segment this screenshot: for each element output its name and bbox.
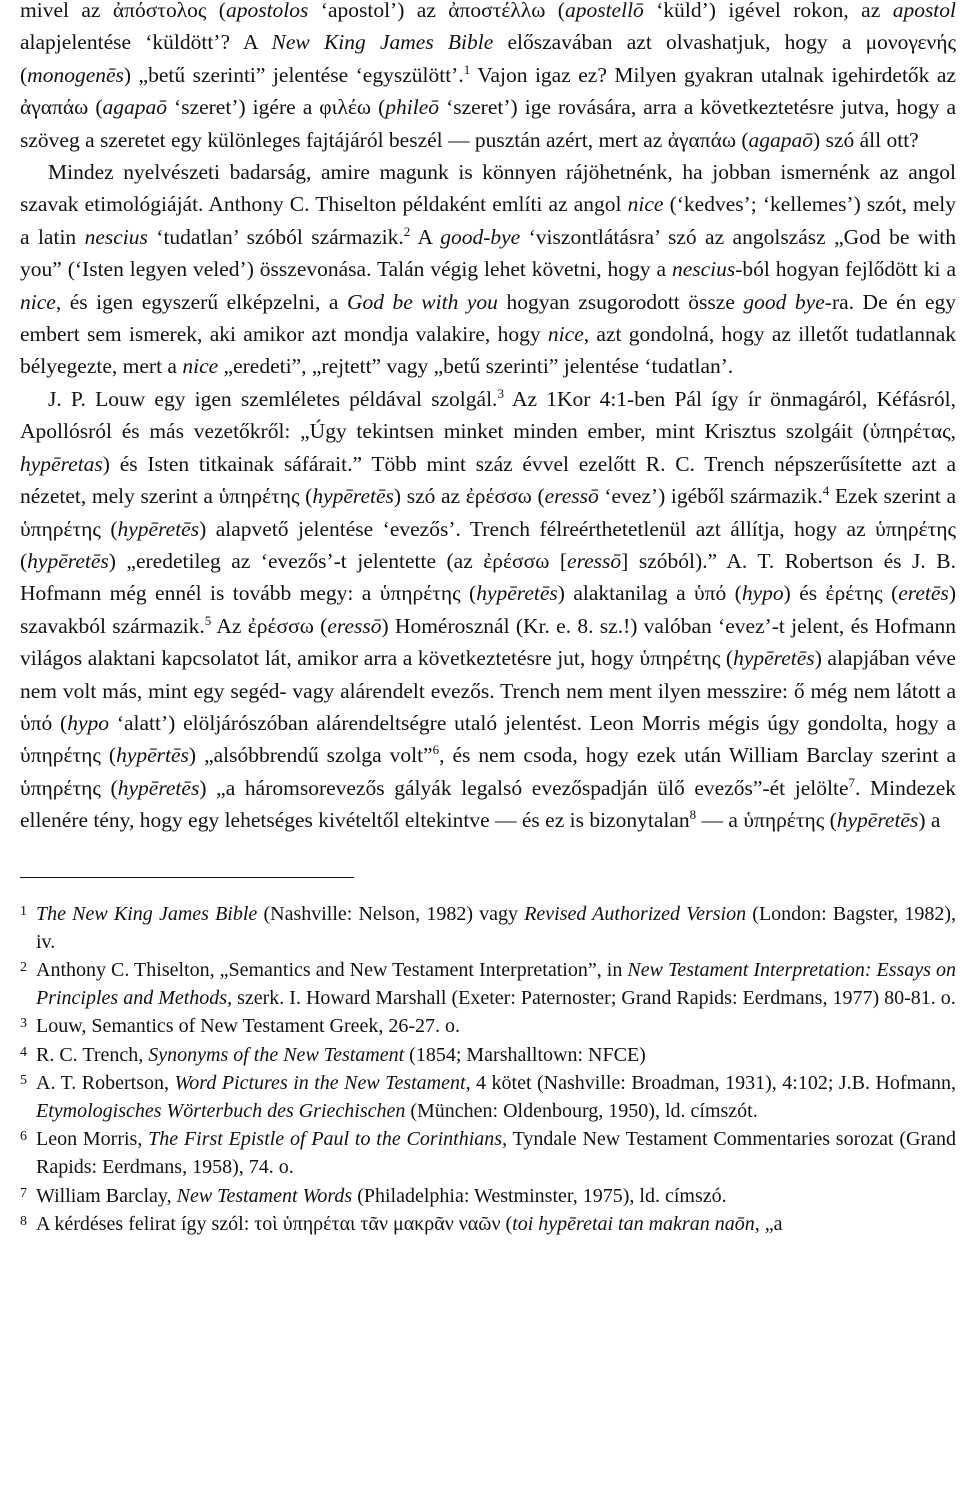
- text-run: (1854; Marshalltown: NFCE): [404, 1043, 646, 1066]
- text-run: szerk. I. Howard Marshall (Exeter: Paternoster; Grand Rapids: Eerdmans, 1977) 80-81. o.: [232, 987, 956, 1010]
- italic-term: The New King James Bible: [36, 902, 258, 925]
- paragraph-1: [20, 0, 956, 156]
- text-run: ‘tudatlan’ szóból származik.: [147, 224, 404, 249]
- paragraph-2: [20, 156, 956, 383]
- text-run: Louw, Semantics of New Testament Greek, 26-27. o.: [36, 1015, 461, 1038]
- italic-term: eretēs: [898, 581, 949, 606]
- text-run: „eredeti”, „rejtett” vagy „betű szerinti” jelentése ‘tudatlan’.: [218, 354, 734, 379]
- italic-term: The First Epistle of Paul to the Corinthians: [148, 1128, 503, 1151]
- italic-term: eressō: [327, 613, 382, 638]
- footnote-7: [20, 1182, 956, 1210]
- italic-term: eressō: [544, 484, 599, 509]
- footnotes: [20, 900, 956, 1238]
- text-run: ‘viszontlátásra’ szó az angolszász „God be with you” (‘Isten legyen veled’) összevonása. Talán végig lehet követni, hogy a: [20, 224, 956, 282]
- text-run: Anthony C. Thiselton, „Semantics and New Testament Interpretation”, in: [36, 958, 628, 981]
- italic-term: toi hypēretai tan makran naōn: [512, 1212, 755, 1235]
- italic-term: monogenēs: [27, 62, 124, 87]
- italic-term: eressō: [567, 548, 622, 573]
- text-run: ) és ἐρέτης (: [783, 581, 899, 606]
- text-run: ) szó az ἐρέσσω (: [393, 484, 545, 509]
- footnote-number: 6: [20, 1129, 27, 1145]
- italic-term: hypēretēs: [312, 484, 394, 509]
- text-run: — a ὑπηρέτης (: [696, 808, 837, 833]
- italic-term: good-bye: [440, 224, 521, 249]
- footnote-ref: 3: [497, 385, 504, 401]
- italic-term: God be with you: [346, 289, 498, 314]
- italic-term: nice: [182, 354, 219, 379]
- text-run: , 4 kötet (Nashville: Broadman, 1931), 4:102; J.B. Hofmann,: [465, 1071, 956, 1094]
- footnote-ref: 6: [432, 742, 440, 758]
- footnote-text: [36, 1210, 956, 1238]
- italic-term: good bye: [743, 289, 825, 314]
- footnote-ref: 8: [689, 807, 697, 822]
- italic-term: hypēretas: [20, 451, 103, 476]
- italic-term: agapaō: [102, 95, 167, 120]
- footnote-1: [20, 900, 956, 956]
- text-run: (Philadelphia: Westminster, 1975), ld. címszó.: [352, 1184, 727, 1207]
- footnote-number: 3: [20, 1016, 27, 1032]
- text-run: -ból hogyan fejlődött ki a: [735, 257, 956, 282]
- text-run: Az ἐρέσσω (: [211, 613, 328, 638]
- text-run: ) szó áll ott?: [813, 127, 919, 152]
- italic-term: Etymologisches Wörterbuch des Griechischen: [36, 1099, 406, 1122]
- footnote-4: [20, 1041, 956, 1069]
- main-text: [20, 0, 956, 837]
- footnote-number: 5: [20, 1072, 27, 1088]
- text-run: ) „betű szerinti” jelentése ‘egyszülött’.: [123, 62, 464, 87]
- italic-term: apostol: [892, 0, 957, 22]
- text-run: ‘szeret’) igére a φιλέω (: [167, 95, 386, 120]
- text-run: ) „alsóbbrendű szolga volt”: [188, 743, 433, 768]
- footnote-text: [36, 1012, 956, 1040]
- text-run: -ra. De én egy embert sem ismerek, aki amikor azt mondja valakire, hogy: [20, 289, 956, 347]
- text-run: ) és Isten titkainak sáfárait.” Több mint száz évvel ezelőtt R. C. Trench népszerűsítette azt a nézetet, mely szerint a ὑπηρέτης (: [20, 451, 956, 509]
- italic-term: New Testament Words: [176, 1184, 353, 1207]
- italic-term: Revised Authorized Version: [524, 902, 747, 925]
- footnote-text: [36, 1069, 956, 1125]
- footnote-ref: 1: [463, 61, 471, 77]
- footnote-ref: 7: [848, 774, 855, 790]
- text-run: ] szóból).” A. T. Robertson és J. B. Hofmann még ennél is tovább megy: a ὑπηρέτης (: [20, 548, 957, 606]
- italic-term: nescius: [671, 257, 736, 282]
- text-run: (Nashville: Nelson, 1982) vagy: [257, 902, 525, 925]
- footnote-2: [20, 956, 956, 1012]
- footnote-number: 4: [20, 1044, 27, 1060]
- italic-term: hypēretēs: [836, 808, 919, 833]
- footnote-6: [20, 1125, 956, 1181]
- text-run: Vajon igaz ez? Milyen gyakran utalnak igehirdetők az ἀγαπάω (: [20, 62, 956, 120]
- text-run: mivel az ἀπόστολος (: [20, 0, 226, 22]
- text-run: William Barclay,: [36, 1184, 177, 1207]
- text-run: ) „a háromsorevezős gályák legalsó evezőspadján ülő evezős”-ét jelölte: [199, 775, 849, 800]
- italic-term: hypēretēs: [117, 775, 200, 800]
- text-run: A kérdéses felirat így szól: τοὶ ὑπηρέται τᾶν μακρᾶν ναῶν (: [36, 1212, 513, 1235]
- italic-term: hypo: [67, 710, 110, 735]
- italic-term: phileō: [385, 95, 440, 120]
- italic-term: agapaō: [748, 127, 814, 152]
- footnote-text: [36, 1182, 956, 1210]
- text-run: ) alapvető jelentése ‘evezős’. Trench félreérthetetlenül azt állítja, hogy az ὑπηρέτης (: [20, 516, 956, 573]
- italic-term: hypēretēs: [476, 581, 558, 606]
- footnote-separator: [20, 877, 354, 878]
- text-run: , azt gondolná, hogy az illetőt tudatlannak bélyegezte, mert a: [20, 322, 956, 379]
- italic-term: Synonyms of the New Testament: [148, 1043, 405, 1066]
- italic-term: New King James Bible: [271, 30, 494, 55]
- text-run: ) szavakból származik.: [20, 581, 956, 638]
- italic-term: nice: [547, 322, 584, 347]
- text-run: ‘evez’) igéből származik.: [598, 484, 823, 509]
- text-run: előszavában azt olvashatjuk, hogy a μονογενής (: [20, 30, 957, 87]
- footnote-ref: 4: [822, 482, 830, 498]
- text-run: , és nem csoda, hogy ezek után William Barclay szerint a ὑπηρέτης (: [20, 743, 957, 800]
- text-run: , Tyndale New Testament Commentaries sorozat (Grand Rapids: Eerdmans, 1958), 74. o.: [36, 1128, 956, 1179]
- text-run: ) a: [918, 808, 941, 833]
- italic-term: hypo: [741, 581, 784, 606]
- text-run: (London: Bagster, 1982), iv.: [36, 902, 957, 953]
- text-run: Leon Morris,: [36, 1128, 149, 1151]
- paragraph-3: [20, 383, 956, 837]
- footnote-number: 7: [20, 1185, 27, 1201]
- text-run: ) alaktanilag a ὑπό (: [557, 581, 742, 606]
- footnote-8: [20, 1210, 956, 1238]
- italic-term: Word Pictures in the New Testament: [174, 1071, 466, 1094]
- text-run: Ezek szerint a ὑπηρέτης (: [20, 484, 956, 541]
- italic-term: New Testament Interpretation: Essays on Principles and Methods,: [36, 958, 956, 1010]
- footnote-ref: 5: [204, 612, 212, 628]
- italic-term: hypēretēs: [733, 646, 815, 671]
- text-run: J. P. Louw egy igen szemléletes példával szolgál.: [48, 386, 498, 411]
- text-run: Mindez nyelvészeti badarság, amire magunk is könnyen rájöhetnénk, ha jobban ismernénk az angol szavak etimológiáját. Anthony C. Thiselton példaként említi az angol: [20, 160, 956, 217]
- text-run: . Mindezek ellenére tény, hogy egy lehetséges kivételtől eltekintve — és ez is bizonytalan: [20, 775, 957, 833]
- italic-term: hypēretēs: [117, 516, 200, 541]
- text-run: (München: Oldenbourg, 1950), ld. címszót.: [405, 1099, 758, 1122]
- italic-term: nice: [627, 192, 664, 217]
- footnote-number: 8: [20, 1213, 27, 1229]
- text-run: R. C. Trench,: [36, 1043, 149, 1066]
- footnote-5: [20, 1069, 956, 1125]
- italic-term: hypēretēs: [27, 548, 109, 573]
- text-run: , „a: [754, 1212, 783, 1235]
- text-run: ‘alatt’) elöljárószóban alárendeltségre utaló jelentést. Leon Morris mégis úgy gondolta, hogy a ὑπηρέτης (: [20, 710, 956, 768]
- footnote-text: [36, 900, 956, 956]
- italic-term: apostolos: [225, 0, 309, 22]
- italic-term: apostellō: [564, 0, 644, 22]
- text-run: ‘szeret’) ige rovására, arra a következtetésre jutva, hogy a szöveg a szeretet egy különleges fajtájáról beszél — pusztán azért, mert az ἀγαπάω (: [20, 95, 956, 152]
- italic-term: hypērtēs: [116, 743, 189, 768]
- text-run: ) Homérosznál (Kr. e. 8. sz.!) valóban ‘evez’-t jelent, és Hofmann világos alaktani kapcsolatot lát, amikor arra a következtetésre jut, hogy ὑπηρέτης (: [20, 613, 956, 671]
- text-run: ‘küld’) igével rokon, az: [643, 0, 893, 22]
- italic-term: nescius: [84, 224, 148, 249]
- footnote-3: [20, 1012, 956, 1040]
- text-run: ) „eredetileg az ‘evezős’-t jelentette (az ἐρέσσω [: [108, 548, 568, 573]
- footnote-text: [36, 956, 956, 1012]
- footnote-text: [36, 1041, 956, 1069]
- footnote-number: 2: [20, 959, 27, 975]
- text-run: hogyan zsugorodott össze: [497, 289, 744, 314]
- italic-term: nice: [20, 289, 56, 314]
- text-run: A. T. Robertson,: [36, 1071, 175, 1094]
- text-run: , és igen egyszerű elképzelni, a: [55, 289, 347, 314]
- text-run: alapjelentése ‘küldött’? A: [20, 30, 272, 55]
- text-run: A: [410, 224, 441, 249]
- text-run: Az 1Kor 4:1-ben Pál így ír önmagáról, Kéfásról, Apollósról és más vezetőkről: „Úgy tekintsen minket minden ember, mint Krisztus szolgáit (ὑπηρέτας,: [20, 386, 956, 444]
- footnote-text: [36, 1125, 956, 1181]
- footnote-number: 1: [20, 903, 27, 919]
- text-run: ) alapjában véve nem volt más, mint egy segéd- vagy alárendelt evezős. Trench nem ment ilyen messzire: ő még nem látott a ὑπό (: [20, 646, 956, 735]
- text-run: (‘kedves’; ‘kellemes’) szót, mely a latin: [20, 192, 956, 249]
- footnote-ref: 2: [403, 223, 411, 239]
- text-run: ‘apostol’) az ἀποστέλλω (: [308, 0, 565, 22]
